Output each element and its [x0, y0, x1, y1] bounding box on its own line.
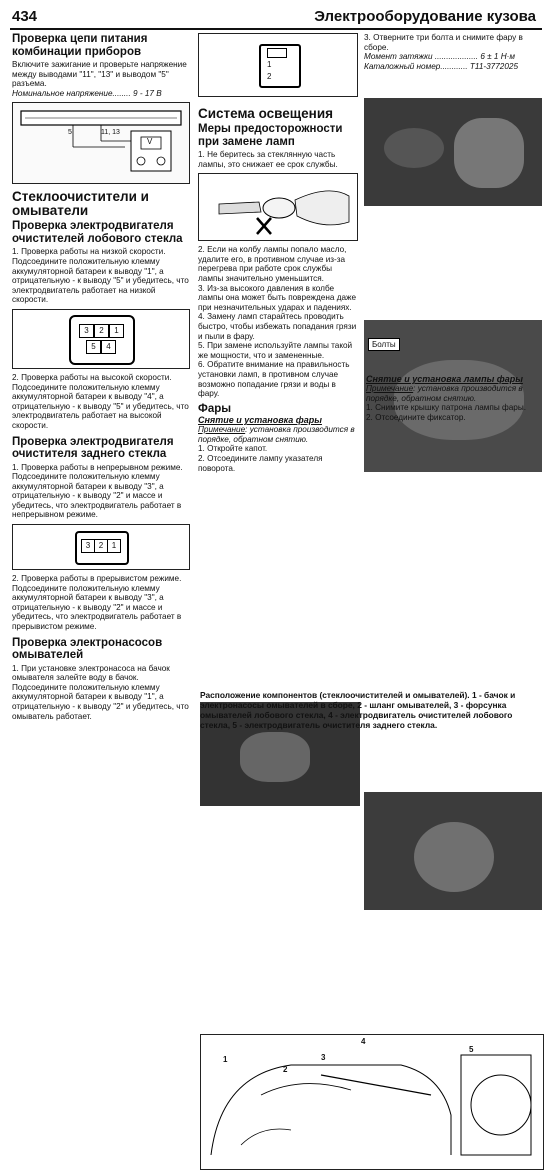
- note-text: : установка производится в порядке, обратном снятию.: [198, 425, 355, 444]
- voltage-check-svg: [13, 103, 189, 183]
- photo-detail: [384, 128, 444, 168]
- page-number: 434: [12, 8, 38, 25]
- connector-pin: 2: [94, 539, 108, 553]
- connector-pin: 1: [267, 60, 272, 69]
- pin-11-13-label: 11, 13: [101, 129, 120, 137]
- connector-pin: 4: [101, 340, 116, 354]
- callout-1: 1: [223, 1055, 228, 1064]
- connector-pin: 1: [109, 324, 124, 338]
- paragraph: 1. Проверка работы на низкой скорости. Подсоедините положительную клемму аккумуляторной батареи к выводу "1", а отрицательную - к выводу "5" и убедитесь, что электродвигатель работает на низкой скорости.: [12, 247, 189, 305]
- section-heading: Система освещения: [198, 106, 333, 121]
- catalog-number: Каталожный номер............ T11-3772025: [364, 61, 519, 71]
- torque-spec: Момент затяжки ................... 6 ± 1 Н·м: [364, 52, 516, 62]
- section-title: Фары: [198, 402, 232, 415]
- section-title: Меры предосторожности при замене ламп: [198, 123, 343, 148]
- column-right: [364, 33, 542, 71]
- note-label: Примечание: [366, 384, 414, 393]
- section-title: Проверка электродвигателя очистителя заднего стекла: [12, 435, 174, 460]
- callout-3: 3: [321, 1053, 326, 1062]
- subsection-title: Снятие и установка лампы фары: [366, 374, 523, 384]
- car-outline-svg: [201, 1035, 543, 1169]
- connector-pin: 2: [94, 324, 109, 338]
- pin-5-label: 5: [68, 129, 72, 137]
- bolts-label: Болты: [368, 338, 400, 351]
- bulb-removal-section: [366, 374, 542, 422]
- photo-detail: [414, 822, 494, 892]
- section-title: Проверка электронасосов омывателей: [12, 636, 163, 662]
- section-title: Проверка электродвигателя очистителей лобового стекла: [12, 220, 183, 245]
- paragraph: 2. Если на колбу лампы попало масло, удалите его, в противном случае из-за перегрева при работе срок службы лампы значительно уменьшится.: [198, 245, 347, 283]
- section-title: Проверка цепи питания комбинации приборов: [12, 33, 148, 58]
- connector-pin: 3: [79, 324, 94, 338]
- diagram-caption: Расположение компонентов (стеклоочистителей и омывателей). 1 - бачок и электронасосы омывателей в сборе, 2 - шланг омывателей, 3 - форсунка омывателей лобового стекла, 4 - электродвигатель очистителей лобового стекла, 5 - электродвигатель очистителя заднего стекла.: [200, 690, 516, 730]
- bulb-handling-illustration: [198, 173, 358, 241]
- paragraph: 6. Обратите внимание на правильность установки ламп, в противном случае возможно попадание грязи и воды в фару.: [198, 360, 350, 399]
- photo-bulb-socket: [364, 792, 542, 910]
- nominal-voltage: Номинальное напряжение........ 9 - 17 В: [12, 88, 162, 98]
- connector-pin: 2: [267, 72, 272, 81]
- connector-latch: [267, 48, 287, 58]
- paragraph: 1. Откройте капот.: [198, 444, 268, 454]
- paragraph: 1. Проверка работы в непрерывном режиме. Подсоедините положительную клемму аккумуляторной батареи к выводу "3", а отрицательную - к выводу "2" и массе и убедитесь, что электродвигатель работает в непрерывном режиме.: [12, 462, 183, 520]
- paragraph: 2. Отсоедините фиксатор.: [366, 412, 466, 422]
- section-heading: Стеклоочистители и омыватели: [12, 189, 149, 219]
- paragraph: 3. Из-за высокого давления в колбе лампы она может быть повреждена даже при незначительных ударах и падениях.: [198, 283, 357, 312]
- paragraph: Включите зажигание и проверьте напряжение между выводами "11", "13" и выводом "5" разъема.: [12, 60, 187, 89]
- paragraph: 3. Отверните три болта и снимите фару в сборе.: [364, 33, 523, 52]
- photo-detail: [454, 118, 524, 188]
- column-left: [12, 33, 190, 721]
- photo-headlight-removal: [364, 98, 542, 206]
- connector-pin: 1: [107, 539, 121, 553]
- note-text: : установка производится в порядке, обратном снятию.: [366, 384, 523, 403]
- page-header: [10, 6, 542, 30]
- wiper-components-diagram: [200, 1034, 544, 1170]
- front-motor-connector-diagram: [12, 309, 190, 369]
- callout-5: 5: [469, 1045, 474, 1054]
- voltage-check-diagram: [12, 102, 190, 184]
- callout-2: 2: [283, 1065, 288, 1074]
- paragraph: 4. Замену ламп старайтесь проводить быстро, чтобы избежать попадания грязи и пыли в фару.: [198, 312, 357, 341]
- note-label: Примечание: [198, 425, 246, 435]
- connector-pin: 5: [86, 340, 101, 354]
- paragraph: 2. Отсоедините лампу указателя поворота.: [198, 453, 323, 473]
- bulb-hand-svg: [199, 174, 357, 240]
- paragraph: 5. При замене используйте лампы такой же мощности, что и замененные.: [198, 341, 353, 360]
- page-title: Электрооборудование кузова: [314, 8, 536, 25]
- voltmeter-label: V: [147, 137, 153, 147]
- paragraph: 1. Не беритесь за стеклянную часть лампы, это снижает ее срок службы.: [198, 150, 338, 169]
- photo-detail: [240, 732, 310, 782]
- paragraph: 1. Снимите крышку патрона лампы фары.: [366, 403, 526, 413]
- paragraph: 2. Проверка работы в прерывистом режиме. Подсоедините положительную клемму аккумуляторной батареи к выводу "3", а отрицательную - к выводу "2" и массе и убедитесь, что электродвигатель работает в прерывистом режиме.: [12, 574, 182, 632]
- subsection-title: Снятие и установка фары: [198, 415, 322, 426]
- rear-motor-connector-diagram: [12, 524, 190, 570]
- callout-4: 4: [361, 1037, 366, 1046]
- paragraph: 1. При установке электронасоса на бачок омывателя залейте воду в бачок. Подсоедините положительную клемму аккумуляторной батареи к выводу "1", а отрицательную - к выводу "2" и убедитесь, что омыватель работает.: [12, 663, 189, 721]
- column-middle: [198, 33, 358, 473]
- paragraph: 2. Проверка работы на высокой скорости. Подсоедините положительную клемму аккумуляторной батареи к выводу "4", а отрицательную - к выводу "5" и убедитесь, что электродвигатель работает на высокой скорости.: [12, 372, 189, 430]
- connector-pin: 3: [81, 539, 95, 553]
- pump-connector-diagram: [198, 33, 358, 97]
